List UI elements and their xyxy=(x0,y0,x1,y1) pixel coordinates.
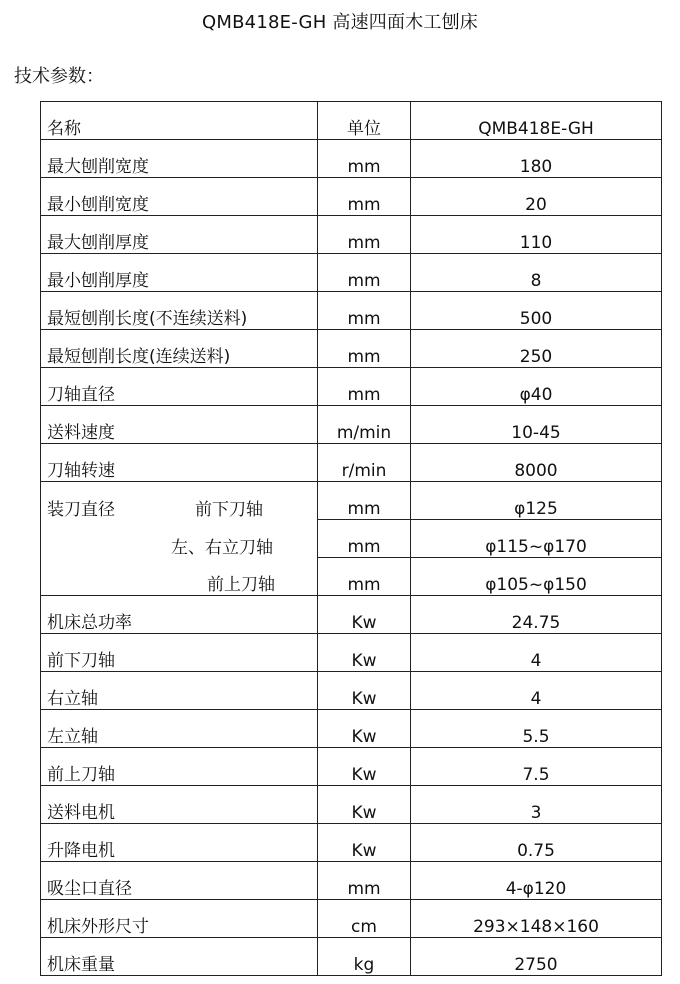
row-name: 最大刨削厚度 xyxy=(41,216,318,254)
row-unit: Kw xyxy=(318,748,411,786)
row-unit: mm xyxy=(318,178,411,216)
table-row xyxy=(41,824,662,862)
table-row xyxy=(41,900,662,938)
row-name: 刀轴转速 xyxy=(41,444,318,482)
table-row xyxy=(41,938,662,976)
row-unit: Kw xyxy=(318,596,411,634)
table-row xyxy=(41,254,662,292)
row-unit: mm xyxy=(318,482,411,520)
row-unit: mm xyxy=(318,368,411,406)
row-name: 送料速度 xyxy=(41,406,318,444)
row-value: φ125 xyxy=(411,482,662,520)
row-name: 升降电机 xyxy=(41,824,318,862)
table-row xyxy=(41,748,662,786)
row-unit: mm xyxy=(318,292,411,330)
table-row xyxy=(41,406,662,444)
row-name: 前上刀轴 xyxy=(41,748,318,786)
table-header-row xyxy=(41,102,662,140)
cutter-group-row xyxy=(41,520,662,558)
row-unit: Kw xyxy=(318,824,411,862)
row-value: φ40 xyxy=(411,368,662,406)
table-row xyxy=(41,710,662,748)
table-row xyxy=(41,178,662,216)
cutter-group-label: 装刀直径 xyxy=(47,499,115,520)
row-unit: mm xyxy=(318,862,411,900)
row-value: 7.5 xyxy=(411,748,662,786)
row-value: 4 xyxy=(411,672,662,710)
row-name: 最小刨削厚度 xyxy=(41,254,318,292)
cutter-subrow-name: 前上刀轴 xyxy=(207,575,275,595)
header-value: QMB418E-GH xyxy=(411,102,662,140)
row-value: 10-45 xyxy=(411,406,662,444)
table-row xyxy=(41,368,662,406)
row-unit: r/min xyxy=(318,444,411,482)
header-unit: 单位 xyxy=(318,102,411,140)
table-row xyxy=(41,596,662,634)
row-unit: cm xyxy=(318,900,411,938)
row-name: 刀轴直径 xyxy=(41,368,318,406)
row-value: 8000 xyxy=(411,444,662,482)
row-name: 右立轴 xyxy=(41,672,318,710)
spec-table xyxy=(40,101,662,976)
table-row xyxy=(41,634,662,672)
table-row xyxy=(41,786,662,824)
cutter-group-row xyxy=(41,558,662,596)
row-name: 最小刨削宽度 xyxy=(41,178,318,216)
row-unit: Kw xyxy=(318,786,411,824)
cutter-group-name-cell xyxy=(41,558,318,596)
row-value: 4-φ120 xyxy=(411,862,662,900)
cutter-group-name-cell xyxy=(41,520,318,558)
row-value: 3 xyxy=(411,786,662,824)
row-unit: mm xyxy=(318,254,411,292)
row-unit: mm xyxy=(318,520,411,558)
table-row xyxy=(41,330,662,368)
row-value: 5.5 xyxy=(411,710,662,748)
row-value: 293×148×160 xyxy=(411,900,662,938)
row-value: 20 xyxy=(411,178,662,216)
row-unit: m/min xyxy=(318,406,411,444)
table-row xyxy=(41,292,662,330)
cutter-subrow-name: 前下刀轴 xyxy=(195,499,263,520)
row-value: 250 xyxy=(411,330,662,368)
row-name: 机床重量 xyxy=(41,938,318,976)
row-unit: mm xyxy=(318,140,411,178)
row-name: 机床总功率 xyxy=(41,596,318,634)
row-value: 8 xyxy=(411,254,662,292)
row-unit: mm xyxy=(318,216,411,254)
row-value: 0.75 xyxy=(411,824,662,862)
section-label: 技术参数： xyxy=(14,66,104,87)
row-value: 110 xyxy=(411,216,662,254)
table-row xyxy=(41,140,662,178)
row-name: 机床外形尺寸 xyxy=(41,900,318,938)
cutter-subrow-name: 左、右立刀轴 xyxy=(171,537,273,558)
row-unit: kg xyxy=(318,938,411,976)
row-value: 180 xyxy=(411,140,662,178)
row-unit: mm xyxy=(318,330,411,368)
cutter-group-name-cell xyxy=(41,482,318,520)
row-value: 4 xyxy=(411,634,662,672)
row-value: φ115~φ170 xyxy=(411,520,662,558)
row-name: 最大刨削宽度 xyxy=(41,140,318,178)
row-unit: Kw xyxy=(318,634,411,672)
row-name: 最短刨削长度(不连续送料) xyxy=(41,292,318,330)
table-row xyxy=(41,444,662,482)
row-value: φ105~φ150 xyxy=(411,558,662,596)
header-name: 名称 xyxy=(41,102,318,140)
row-name: 最短刨削长度(连续送料) xyxy=(41,330,318,368)
row-value: 24.75 xyxy=(411,596,662,634)
table-row xyxy=(41,672,662,710)
row-value: 2750 xyxy=(411,938,662,976)
table-row xyxy=(41,216,662,254)
row-name: 送料电机 xyxy=(41,786,318,824)
row-name: 吸尘口直径 xyxy=(41,862,318,900)
table-row xyxy=(41,862,662,900)
row-unit: Kw xyxy=(318,672,411,710)
row-name: 左立轴 xyxy=(41,710,318,748)
row-value: 500 xyxy=(411,292,662,330)
cutter-group-row xyxy=(41,482,662,520)
row-unit: Kw xyxy=(318,710,411,748)
row-unit: mm xyxy=(318,558,411,596)
document-title: QMB418E-GH 高速四面木工刨床 xyxy=(202,12,478,33)
row-name: 前下刀轴 xyxy=(41,634,318,672)
